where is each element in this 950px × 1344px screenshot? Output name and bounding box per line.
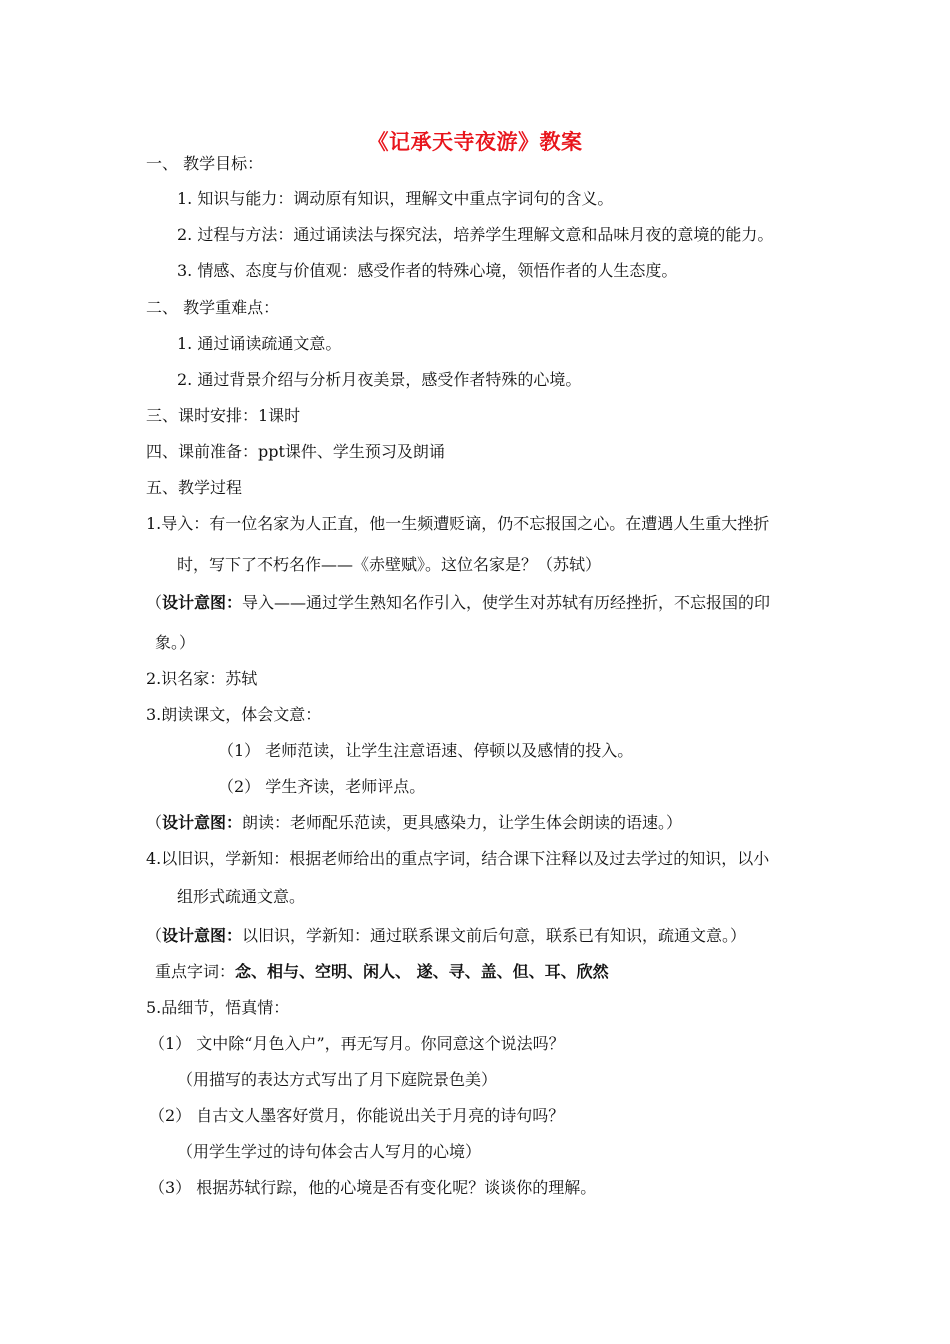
design-intent-1-cont: 象。） xyxy=(155,633,196,652)
keypoint-item: 2. 通过背景介绍与分析月夜美景，感受作者特殊的心境。 xyxy=(177,370,582,389)
section-5-heading: 五、教学过程 xyxy=(146,478,243,497)
key-words xyxy=(155,961,609,983)
step-3-heading: 3.朗读课文，体会文意： xyxy=(146,705,322,724)
answer-2: （用学生学过的诗句体会古人写月的心境） xyxy=(177,1142,482,1161)
design-intent-label: 设计意图： xyxy=(162,593,243,612)
step-4-text: 4.以旧识，学新知：根据老师给出的重点字词，结合课下注释以及过去学过的知识，以小 xyxy=(146,849,770,868)
question-3: （3） 根据苏轼行踪，他的心境是否有变化呢？谈谈你的理解。 xyxy=(149,1178,597,1197)
keypoint-item: 1. 通过诵读疏通文意。 xyxy=(177,334,342,353)
design-intent-1 xyxy=(146,592,770,614)
reading-item: （2） 学生齐读，老师评点。 xyxy=(218,777,426,796)
design-intent-2 xyxy=(146,812,682,834)
step-1-text: 1.导入：有一位名家为人正直，他一生频遭贬谪，仍不忘报国之心。在遭遇人生重大挫折 xyxy=(146,514,770,533)
objective-item: 1. 知识与能力：调动原有知识，理解文中重点字词句的含义。 xyxy=(177,189,614,208)
section-3-heading: 三、课时安排：1课时 xyxy=(146,406,301,425)
paren-open: （ xyxy=(146,813,163,832)
objective-item: 2. 过程与方法：通过诵读法与探究法，培养学生理解文意和品味月夜的意境的能力。 xyxy=(177,225,774,244)
design-intent-text: 朗读：老师配乐范读，更具感染力，让学生体会朗读的语速。） xyxy=(242,813,683,832)
reading-item: （1） 老师范读，让学生注意语速、停顿以及感情的投入。 xyxy=(218,741,634,760)
key-words-list: 念、相与、空明、闲人、 遂、寻、盖、但、耳、欣然 xyxy=(235,962,609,981)
section-2-heading: 二、 教学重难点： xyxy=(146,298,280,317)
paren-open: （ xyxy=(146,926,163,945)
key-words-label: 重点字词： xyxy=(155,962,236,981)
question-2: （2） 自古文人墨客好赏月，你能说出关于月亮的诗句吗？ xyxy=(149,1106,565,1125)
section-1-heading: 一、 教学目标： xyxy=(146,154,264,173)
answer-1: （用描写的表达方式写出了月下庭院景色美） xyxy=(177,1070,498,1089)
step-2-text: 2.识名家：苏轼 xyxy=(146,669,258,688)
design-intent-label: 设计意图： xyxy=(162,926,243,945)
step-5-heading: 5.品细节，悟真情： xyxy=(146,998,290,1017)
paren-open: （ xyxy=(146,593,163,612)
step-4-text-cont: 组形式疏通文意。 xyxy=(177,887,306,906)
document-title: 《记承天寺夜游》教案 xyxy=(367,129,583,154)
objective-item: 3. 情感、态度与价值观：感受作者的特殊心境，领悟作者的人生态度。 xyxy=(177,261,678,280)
design-intent-label: 设计意图： xyxy=(162,813,243,832)
design-intent-3 xyxy=(146,925,746,947)
question-1: （1） 文中除“月色入户”，再无写月。你同意这个说法吗？ xyxy=(149,1034,565,1053)
design-intent-text: 导入——通过学生熟知名作引入，使学生对苏轼有历经挫折，不忘报国的印 xyxy=(242,593,771,612)
design-intent-text: 以旧识，学新知：通过联系课文前后句意，联系已有知识，疏通文意。） xyxy=(242,926,747,945)
step-1-text-cont: 时，写下了不朽名作——《赤壁赋》。这位名家是？（苏轼） xyxy=(177,555,602,574)
section-4-heading: 四、课前准备：ppt课件、学生预习及朗诵 xyxy=(146,442,445,461)
